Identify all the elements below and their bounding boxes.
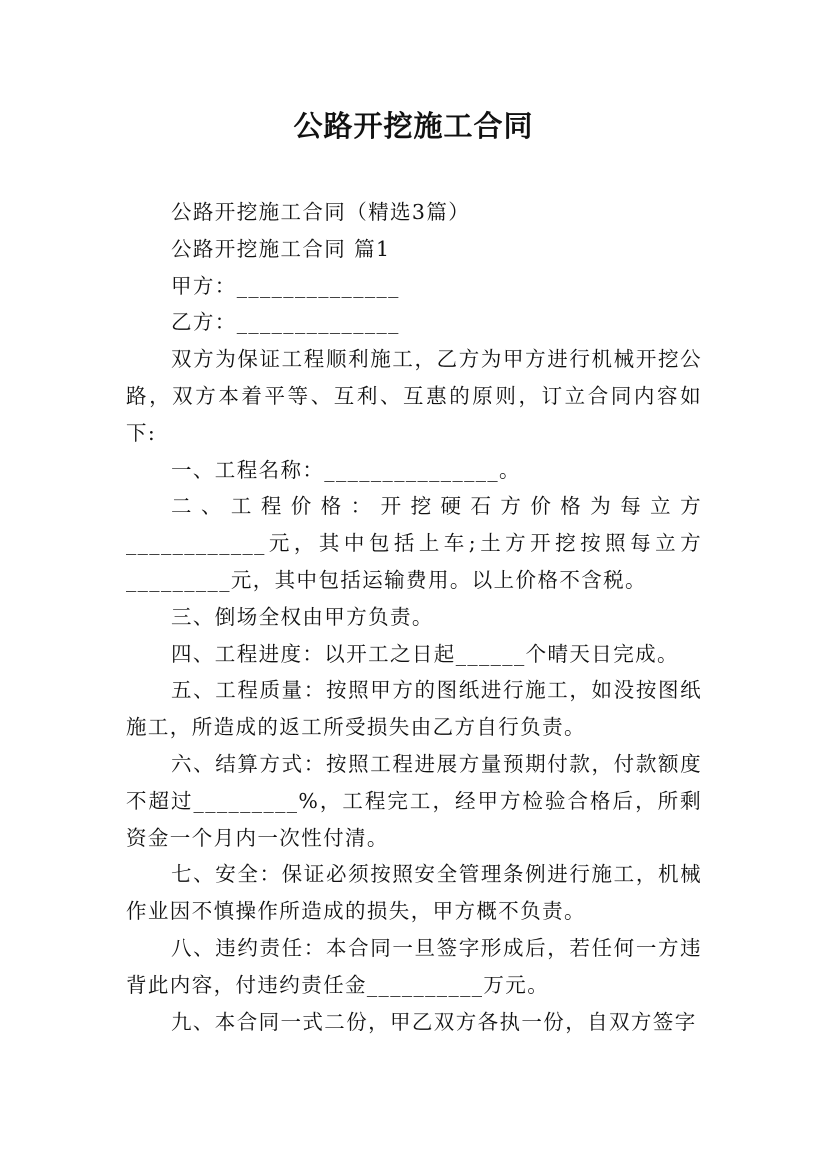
paragraph-clause-4: 四、工程进度：以开工之日起______个晴天日完成。	[171, 641, 679, 666]
paragraph-subtitle: 公路开挖施工合同（精选3篇）	[171, 200, 471, 224]
document-body	[126, 194, 702, 1040]
paragraph-clause-5: 五、工程质量：按照甲方的图纸进行施工，如没按图纸施工，所造成的返工所受损失由乙方自行负责。	[126, 678, 702, 740]
paragraph-clause-2: 二、工程价格：开挖硬石方价格为每立方____________元，其中包括上车;土方开挖按照每立方_________元，其中包括运输费用。以上价格不含税。	[126, 494, 702, 592]
document-title: 公路开挖施工合同	[293, 109, 534, 143]
paragraph-section-heading: 公路开挖施工合同 篇1	[171, 236, 391, 261]
paragraph-party-a: 甲方：______________	[171, 273, 400, 298]
paragraph-clause-9: 九、本合同一式二份，甲乙双方各执一份，自双方签字	[171, 1009, 697, 1034]
paragraph-clause-6: 六、结算方式：按照工程进展方量预期付款，付款额度不超过_________%，工程完工，经甲方检验合格后，所剩资金一个月内一次性付清。	[126, 751, 702, 850]
paragraph-party-b: 乙方：______________	[171, 310, 400, 335]
paragraph-clause-7: 七、安全：保证必须按照安全管理条例进行施工，机械作业因不慎操作所造成的损失，甲方概不负责。	[126, 862, 702, 924]
paragraph-preamble: 双方为保证工程顺利施工，乙方为甲方进行机械开挖公路，双方本着平等、互利、互惠的原则，订立合同内容如下:	[126, 347, 702, 445]
paragraph-clause-8: 八、违约责任：本合同一旦签字形成后，若任何一方违背此内容，付违约责任金__________万元。	[126, 935, 702, 997]
paragraph-clause-3: 三、倒场全权由甲方负责。	[171, 604, 434, 629]
paragraph-clause-1: 一、工程名称：_______________。	[171, 457, 521, 482]
